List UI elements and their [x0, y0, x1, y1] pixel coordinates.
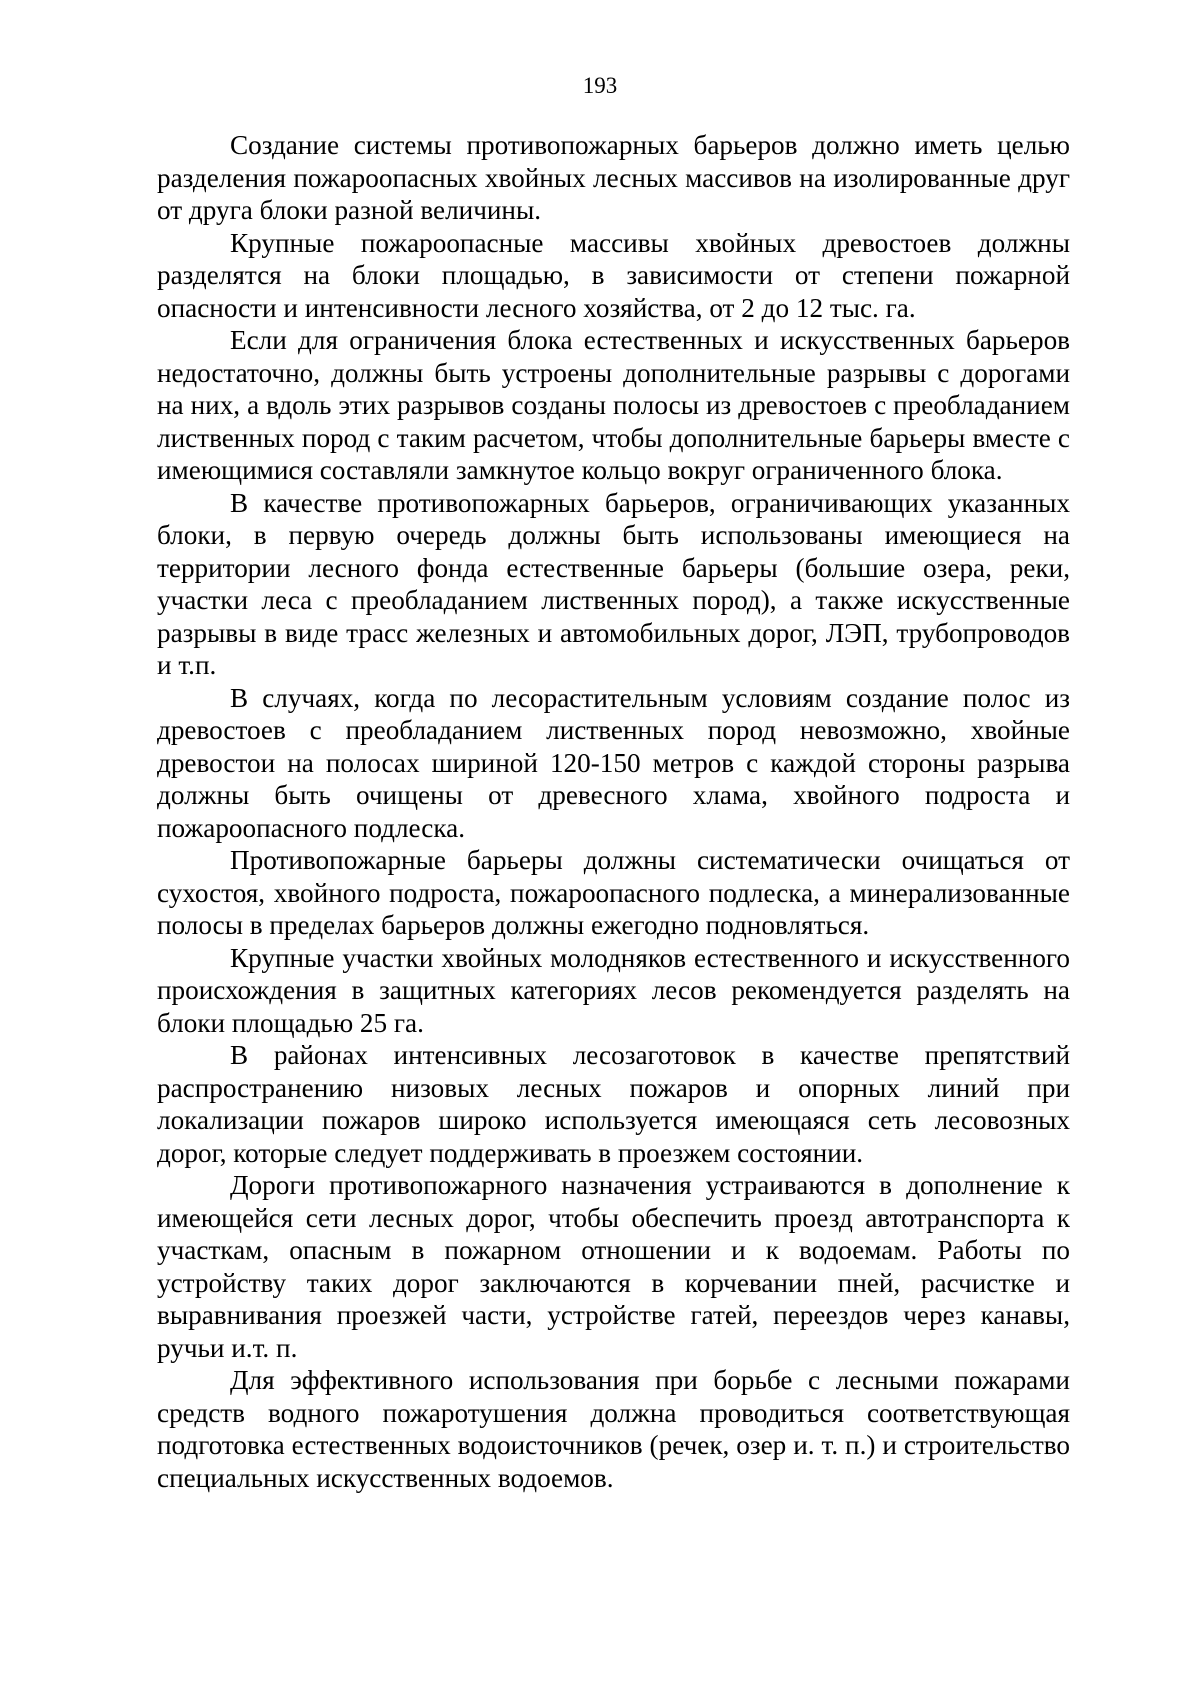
paragraph-young-stands-blocks: Крупные участки хвойных молодняков естественного и искусственного происхождения в защитных категориях лесов рекомендуется разделять на блоки площадью 25 га. — [157, 942, 1070, 1038]
paragraph-conifer-strips-cleaning: В случаях, когда по лесорастительным условиям создание полос из древостоев с преобладанием лиственных пород невозможно, хвойные древостои на полосах шириной 120-150 метров с каждой стороны разрыва должны быть очищены от древесного хлама, хвойного подроста и пожароопасного подлеска. — [157, 682, 1070, 843]
document-body — [157, 129, 1070, 1494]
page-number: 193 — [582, 73, 618, 98]
paragraph-logging-roads: В районах интенсивных лесозаготовок в качестве препятствий распространению низовых лесных пожаров и опорных линий при локализации пожаров широко используется имеющаяся сеть лесовозных дорог, которые следует поддерживать в проезжем состоянии. — [157, 1040, 1070, 1168]
paragraph-additional-breaks: Если для ограничения блока естественных и искусственных барьеров недостаточно, должны быть устроены дополнительные разрывы с дорогами на них, а вдоль этих разрывов созданы полосы из древостоев с преобладанием лиственных пород с таким расчетом, чтобы дополнительные барьеры вместе с имеющимися составляли замкнутое кольцо вокруг ограниченного блока. — [157, 325, 1070, 485]
paragraph-barrier-maintenance: Противопожарные барьеры должны систематически очищаться от сухостоя, хвойного подроста, пожароопасного подлеска, а минерализованные полосы в пределах барьеров должны ежегодно подновляться. — [157, 845, 1070, 940]
paragraph-large-massifs-blocks: Крупные пожароопасные массивы хвойных древостоев должны разделятся на блоки площадью, в зависимости от степени пожарной опасности и интенсивности лесного хозяйства, от 2 до 12 тыс. га. — [157, 227, 1070, 323]
paragraph-water-sources: Для эффективного использования при борьбе с лесными пожарами средств водного пожаротушения должна проводиться соответствующая подготовка естественных водоисточников (речек, озер и. т. п.) и строительство специальных искусственных водоемов. — [157, 1365, 1070, 1493]
paragraph-fire-barrier-system: Создание системы противопожарных барьеров должно иметь целью разделения пожароопасных хвойных лесных массивов на изолированные друг от друга блоки разной величины. — [157, 130, 1070, 225]
paragraph-fire-roads: Дороги противопожарного назначения устраиваются в дополнение к имеющейся сети лесных дорог, чтобы обеспечить проезд автотранспорта к участкам, опасным в пожарном отношении и к водоемам. Работы по устройству таких дорог заключаются в корчевании пней, расчистке и выравнивания проезжей части, устройстве гатей, переездов через канавы, ручьи и.т. п. — [157, 1170, 1070, 1363]
paragraph-natural-and-artificial-barriers: В качестве противопожарных барьеров, ограничивающих указанных блоки, в первую очередь должны быть использованы имеющиеся на территории лесного фонда естественные барьеры (большие озера, реки, участки леса с преобладанием лиственных пород), а также искусственные разрывы в виде трасс железных и автомобильных дорог, ЛЭП, трубопроводов и т.п. — [157, 487, 1070, 680]
